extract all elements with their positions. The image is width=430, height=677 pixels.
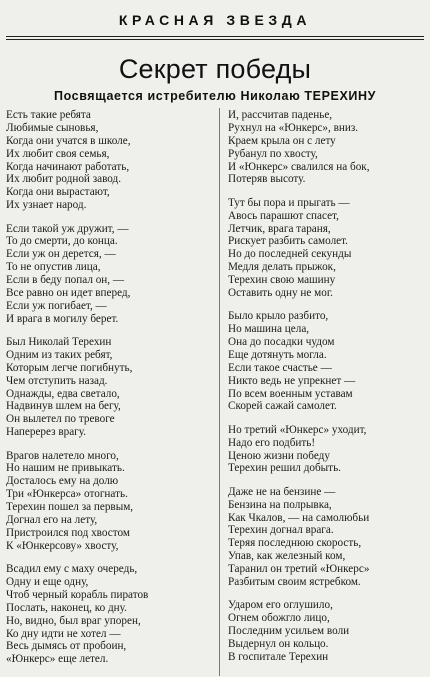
poem-line: И врага в могилу берет. — [6, 312, 119, 325]
poem-line: Но третий «Юнкерс» уходит, — [228, 423, 367, 436]
poem-line: Когда начинают работать, — [6, 160, 130, 173]
poem-line: По всем военным уставам — [228, 387, 353, 400]
poem-line: Но нашим не привыкать. — [6, 462, 125, 475]
poem-line: Летчик, врага тараня, — [228, 222, 331, 235]
poem-line: Рухнул на «Юнкерс», вниз. — [228, 121, 359, 134]
poem-line: Если такое счастье — — [228, 361, 332, 374]
poem-line: Последним усильем воли — [228, 625, 350, 638]
poem-line: Тут бы пора и прыгать — — [228, 196, 350, 209]
poem-stanza — [6, 109, 206, 212]
poem-line: И, рассчитав паденье, — [228, 109, 333, 121]
poem-stanza — [228, 109, 428, 186]
poem-dedication: Посвящается истребителю Николаю ТЕРЕХИНУ — [53, 89, 377, 103]
poem-line: Три «Юнкерса» отогнать. — [6, 488, 128, 501]
poem-line: Был Николай Терехин — [6, 336, 112, 349]
poem-line: Рискует разбить самолет. — [228, 235, 348, 248]
poem-line: Если уж погибает, — — [6, 299, 107, 312]
header-rule-top — [6, 36, 424, 37]
poem-line: Их любит родной завод. — [6, 173, 122, 186]
poem-stanza — [6, 450, 206, 553]
poem-stanza — [228, 424, 428, 476]
column-divider — [219, 108, 220, 676]
poem-line: Надо его подбить! — [228, 436, 316, 449]
poem-line: Если уж он дерется, — — [6, 248, 116, 261]
poem-line: То не опустив лица, — [6, 261, 101, 274]
poem-line: Краем крыла он с лету — [228, 134, 336, 147]
poem-line: Она до посадки чудом — [228, 336, 335, 349]
poem-line: То до смерти, до конца. — [6, 235, 118, 248]
poem-line: Пристроился под хвостом — [6, 526, 130, 539]
poem-line: Если в беду попал он, — — [6, 274, 125, 287]
poem-line: Медля делать прыжок, — [228, 261, 336, 274]
poem-line: Надвинув шлем на бегу, — [6, 400, 121, 413]
poem-line: И «Юнкерс» свалился на бок, — [228, 160, 370, 173]
poem-line: Когда они вырастают, — [6, 186, 110, 199]
poem-line: Терехин свою машину — [228, 274, 336, 287]
poem-line: Авось парашют спасет, — [228, 209, 339, 222]
poem-line: Еще дотянуть могла. — [228, 348, 327, 361]
poem-line: Терехин пошел за первым, — [6, 501, 134, 514]
poem-left-column — [6, 109, 206, 677]
poem-line: Огнем обожгло лицо, — [228, 612, 330, 625]
poem-stanza — [6, 223, 206, 326]
poem-line: Терехин догнал врага. — [228, 524, 334, 537]
poem-line: Которым легче погибнуть, — [6, 361, 133, 374]
poem-stanza — [228, 599, 428, 663]
poem-line: Теряя последнюю скорость, — [228, 537, 362, 550]
poem-line: Их любит своя семья, — [6, 147, 110, 160]
poem-line: Их узнает народ. — [6, 199, 87, 212]
poem-line: Досталось ему на долю — [6, 475, 119, 488]
poem-line: Рубанул по хвосту, — [228, 147, 318, 160]
poem-line: Чем отступить назад. — [6, 374, 108, 387]
poem-line: Ценою жизни победу — [228, 449, 330, 462]
poem-line: Как Чкалов, — на самолюбьи — [228, 511, 370, 524]
poem-line: Он вылетел по тревоге — [6, 413, 115, 426]
poem-line: Всадил ему с маху очередь, — [6, 563, 138, 576]
poem-line: Оставить одну не мог. — [228, 286, 333, 299]
poem-line: Догнал его на лету, — [6, 514, 98, 526]
poem-line: Все равно он идет вперед, — [6, 286, 131, 299]
poem-line: Таранил он третий «Юнкерс» — [228, 563, 370, 576]
poem-stanza — [6, 563, 206, 666]
poem-line: Наперерез врагу. — [6, 426, 87, 439]
poem-line: Врагов налетело много, — [6, 449, 119, 462]
poem-right-column — [228, 109, 428, 674]
poem-title: Секрет победы — [118, 54, 312, 84]
poem-stanza — [228, 197, 428, 300]
poem-line: Было крыло разбито, — [228, 310, 329, 323]
poem-line: Скорей сажай самолет. — [228, 400, 337, 413]
newspaper-name: КРАСНАЯ ЗВЕЗДА — [118, 12, 312, 28]
poem-line: «Юнкерс» еще летел. — [6, 653, 109, 666]
poem-line: Ко дну идти не хотел — — [6, 627, 121, 640]
poem-line: Бензина на полрывка, — [228, 498, 332, 511]
poem-line: Но машина цела, — [228, 323, 310, 336]
poem-line: Упав, как железный ком, — [228, 550, 346, 563]
poem-line: Даже не на бензине — — [228, 485, 336, 498]
poem-line: Разбитым своим ястребком. — [228, 575, 361, 588]
poem-line: Никто ведь не упрекнет — — [228, 374, 356, 387]
poem-line: В госпитале Терехин — [228, 650, 329, 663]
poem-line: Одним из таких ребят, — [6, 348, 113, 361]
poem-stanza — [228, 486, 428, 589]
header-rule-bottom — [6, 39, 424, 40]
poem-line: Весь дымясь от пробоин, — [6, 640, 127, 653]
poem-line: Одну и еще одну, — [6, 575, 89, 588]
poem-line: Если такой уж дружит, — — [6, 222, 129, 235]
poem-line: Терехин решил добыть. — [228, 462, 341, 475]
poem-line: Выдернул он кольцо. — [228, 637, 329, 650]
poem-line: Чтоб черный корабль пиратов — [6, 588, 149, 601]
poem-stanza — [6, 336, 206, 439]
poem-line: Ударом его оглушило, — [228, 599, 333, 612]
poem-line: Но, видно, был враг упорен, — [6, 614, 141, 627]
poem-line: К «Юнкерсову» хвосту, — [6, 539, 119, 552]
poem-stanza — [228, 310, 428, 413]
poem-line: Послать, наконец, ко дну. — [6, 601, 127, 614]
poem-line: Потеряв высоту. — [228, 173, 306, 186]
poem-line: Но до последней секунды — [228, 248, 352, 261]
poem-line: Есть такие ребята — [6, 109, 91, 121]
newspaper-header — [0, 0, 430, 36]
poem-line: Однажды, едва светало, — [6, 387, 120, 400]
poem-line: Когда они учатся в школе, — [6, 134, 131, 147]
poem-line: Любимые сыновья, — [6, 121, 99, 134]
